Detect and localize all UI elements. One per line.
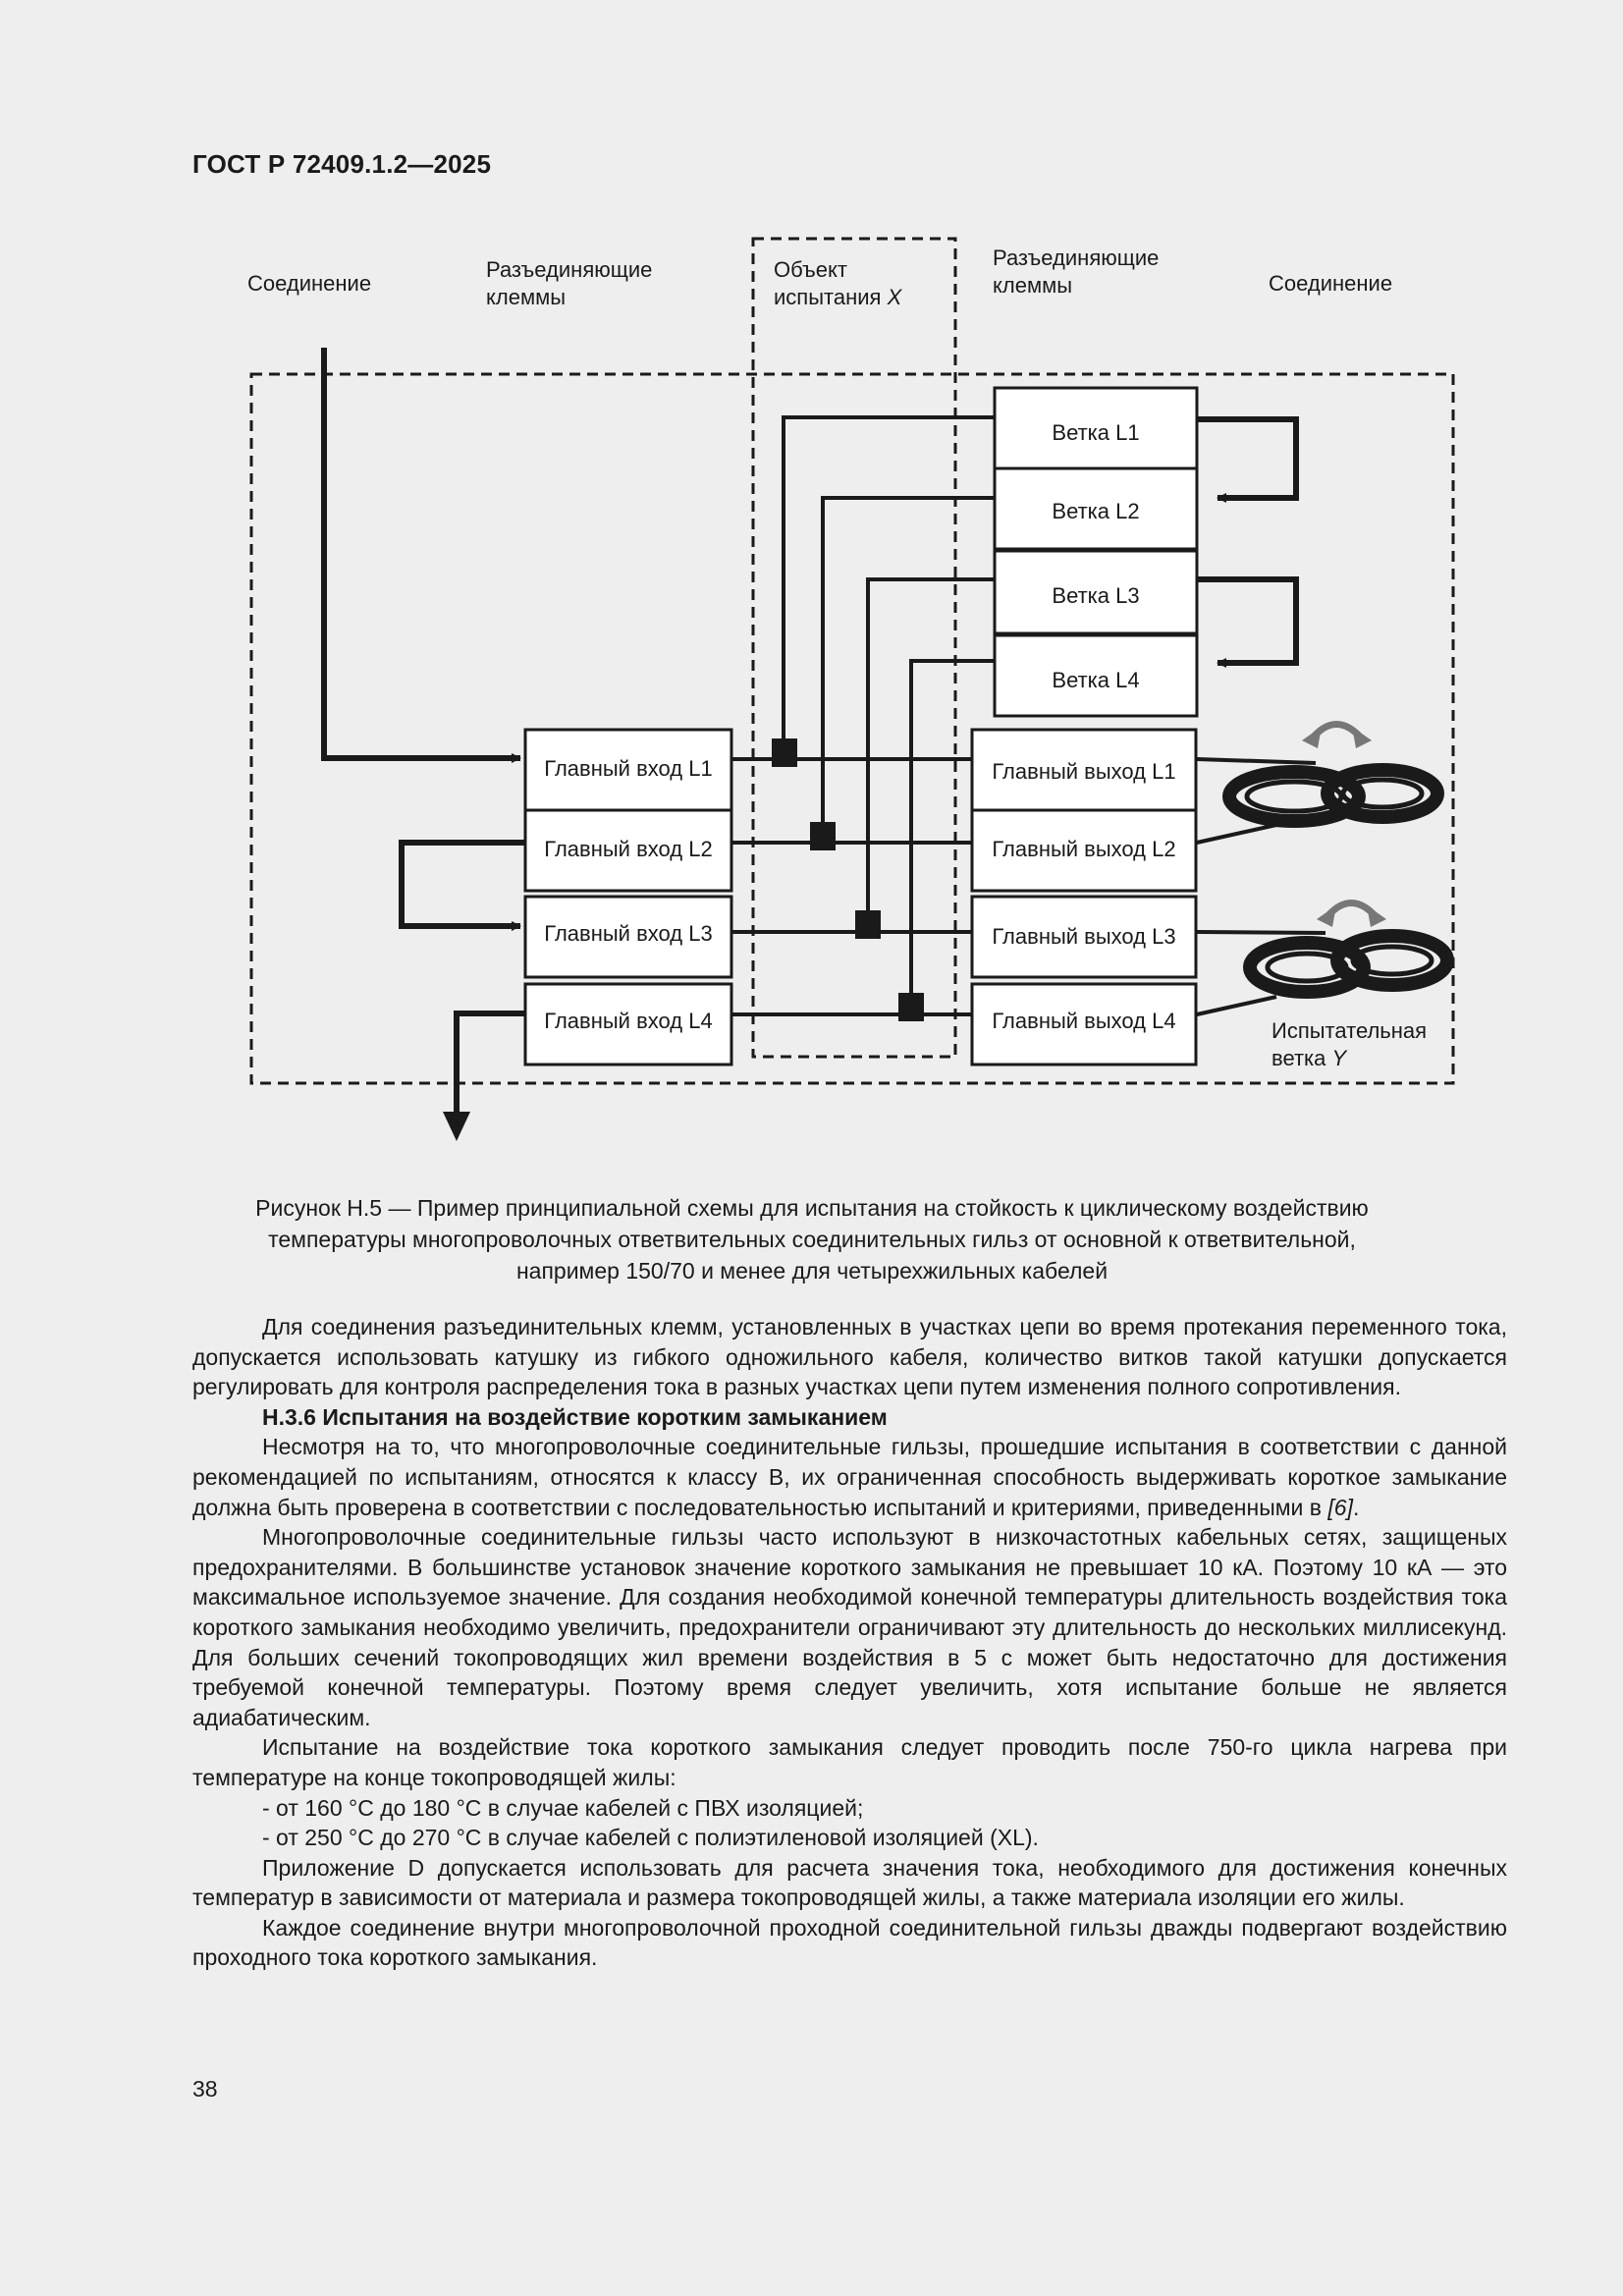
outgoing-connection-line: [457, 1013, 525, 1120]
main-input-label-l2: Главный вход L2: [544, 837, 713, 861]
branch-box-l1: [995, 388, 1197, 468]
main-output-label-l4: Главный выход L4: [992, 1009, 1176, 1033]
main-output-box-l1: [972, 730, 1196, 810]
main-output-box-l2: [972, 810, 1196, 891]
rotate-arrow-upper-icon: [1302, 725, 1372, 749]
main-input-box-l2: [525, 810, 731, 891]
main-input-label-l1: Главный вход L1: [544, 756, 713, 781]
incoming-connection-line: [324, 348, 520, 758]
caption-line: например 150/70 и менее для четырехжильных кабелей: [515, 1258, 1109, 1284]
paragraph: Несмотря на то, что многопроволочные соединительные гильзы, прошедшие испытания в соответствии с данной рекомендацией по испытаниям, относятся к классу В, их ограниченная способность выдерживать короткое замыкание должна быть проверена в соответствии с последовательностью испытаний и критериями, приведенными в [6].: [192, 1434, 1507, 1520]
branch-label-l4: Ветка L4: [1052, 668, 1140, 692]
main-output-label-l1: Главный выход L1: [992, 759, 1176, 784]
main-input-box-l1: [525, 730, 731, 810]
branch-loop-l1-l2: [1198, 419, 1296, 498]
body-text: [192, 1312, 1507, 1973]
page-number: 38: [192, 2076, 218, 2102]
branch-box-l2: [995, 468, 1197, 549]
label-terminals-right-2: клеммы: [993, 273, 1073, 298]
branch-box-l4: [995, 635, 1197, 716]
paragraph: Приложение D допускается использовать для расчета значения тока, необходимого для достижения конечных температур в зависимости от материала и размера токопроводящей жилы, а также материала изоляции его жилы.: [192, 1854, 1507, 1911]
section-heading: Н.3.6 Испытания на воздействие коротким замыканием: [262, 1403, 888, 1430]
figure-caption: [192, 1192, 1432, 1286]
label-connection-left: Соединение: [247, 271, 372, 296]
branch-loop-l3-l4: [1198, 579, 1296, 663]
main-output-box-l4: [972, 984, 1196, 1065]
label-test-branch-2: ветка Y: [1271, 1046, 1347, 1070]
document-header: ГОСТ Р 72409.1.2—2025: [192, 149, 492, 179]
caption-line: Рисунок Н.5 — Пример принципиальной схемы для испытания на стойкость к циклическому воздействию: [255, 1195, 1369, 1221]
rotate-arrow-lower-icon: [1317, 903, 1386, 928]
coil-lower: [1197, 932, 1447, 1014]
main-input-box-l4: [525, 984, 731, 1065]
junction-l2: [810, 822, 836, 850]
branch-label-l1: Ветка L1: [1052, 420, 1140, 445]
branch-line-l2: [823, 498, 995, 842]
main-input-box-l3: [525, 897, 731, 977]
label-test-branch-1: Испытательная: [1271, 1018, 1428, 1043]
main-output-label-l2: Главный выход L2: [992, 837, 1176, 861]
coil-upper: [1197, 759, 1437, 843]
junction-l4: [898, 993, 924, 1021]
main-input-label-l4: Главный вход L4: [544, 1009, 713, 1033]
paragraph: Многопроволочные соединительные гильзы часто используют в низкочастотных кабельных сетях, защищеных предохранителями. В большинстве установок значение короткого замыкания не превышает 10 кА. Поэтому 10 кА — это максимальное используемое значение. Для создания необходимой конечной температуры длительность воздействия тока короткого замыкания необходимо увеличить, предохранители ограничивают эту длительность до нескольких миллисекунд. Для больших сечений токопроводящих жил времени воздействия в 5 с может быть недостаточно для достижения требуемой конечной температуры. Поэтому время следует увеличить, хотя испытание больше не является адиабатическим.: [192, 1524, 1507, 1730]
list-item: - от 160 °C до 180 °C в случае кабелей с ПВХ изоляцией;: [262, 1794, 864, 1821]
paragraph: Испытание на воздействие тока короткого замыкания следует проводить после 750-го цикла нагрева при температуре на конце токопроводящей жилы:: [192, 1734, 1507, 1790]
main-output-box-l3: [972, 897, 1196, 977]
list-item: - от 250 °C до 270 °C в случае кабелей с полиэтиленовой изоляцией (XL).: [262, 1825, 1039, 1851]
label-connection-right: Соединение: [1269, 271, 1393, 296]
main-input-label-l3: Главный вход L3: [544, 921, 713, 946]
label-terminals-left-2: клеммы: [486, 285, 567, 309]
branch-label-l2: Ветка L2: [1052, 499, 1140, 523]
label-terminals-right-1: Разъединяющие: [993, 246, 1160, 270]
reference: [6]: [1327, 1494, 1353, 1520]
paragraph: Для соединения разъединительных клемм, установленных в участках цепи во время протекания переменного тока, допускается использовать катушку из гибкого одножильного кабеля, количество витков такой катушки допускается регулировать для контроля распределения тока в разных участках цепи путем изменения полного сопротивления.: [192, 1314, 1507, 1400]
label-terminals-left-1: Разъединяющие: [486, 257, 653, 282]
paragraph: Каждое соединение внутри многопроволочной проходной соединительной гильзы дважды подвергают воздействию проходного тока короткого замыкания.: [192, 1914, 1507, 1971]
label-object-1: Объект: [774, 257, 847, 282]
branch-box-l3: [995, 551, 1197, 633]
input-loop-l2-l3: [402, 843, 525, 926]
caption-line: температуры многопроволочных ответвительных соединительных гильз от основной к ответвительной,: [268, 1227, 1356, 1252]
branch-label-l3: Ветка L3: [1052, 583, 1140, 608]
label-object-2: испытания X: [774, 285, 902, 309]
branch-line-l1: [784, 417, 995, 758]
main-output-label-l3: Главный выход L3: [992, 924, 1176, 949]
junction-l3: [855, 910, 881, 939]
outgoing-arrow-head: [443, 1112, 470, 1141]
junction-l1: [772, 738, 797, 767]
